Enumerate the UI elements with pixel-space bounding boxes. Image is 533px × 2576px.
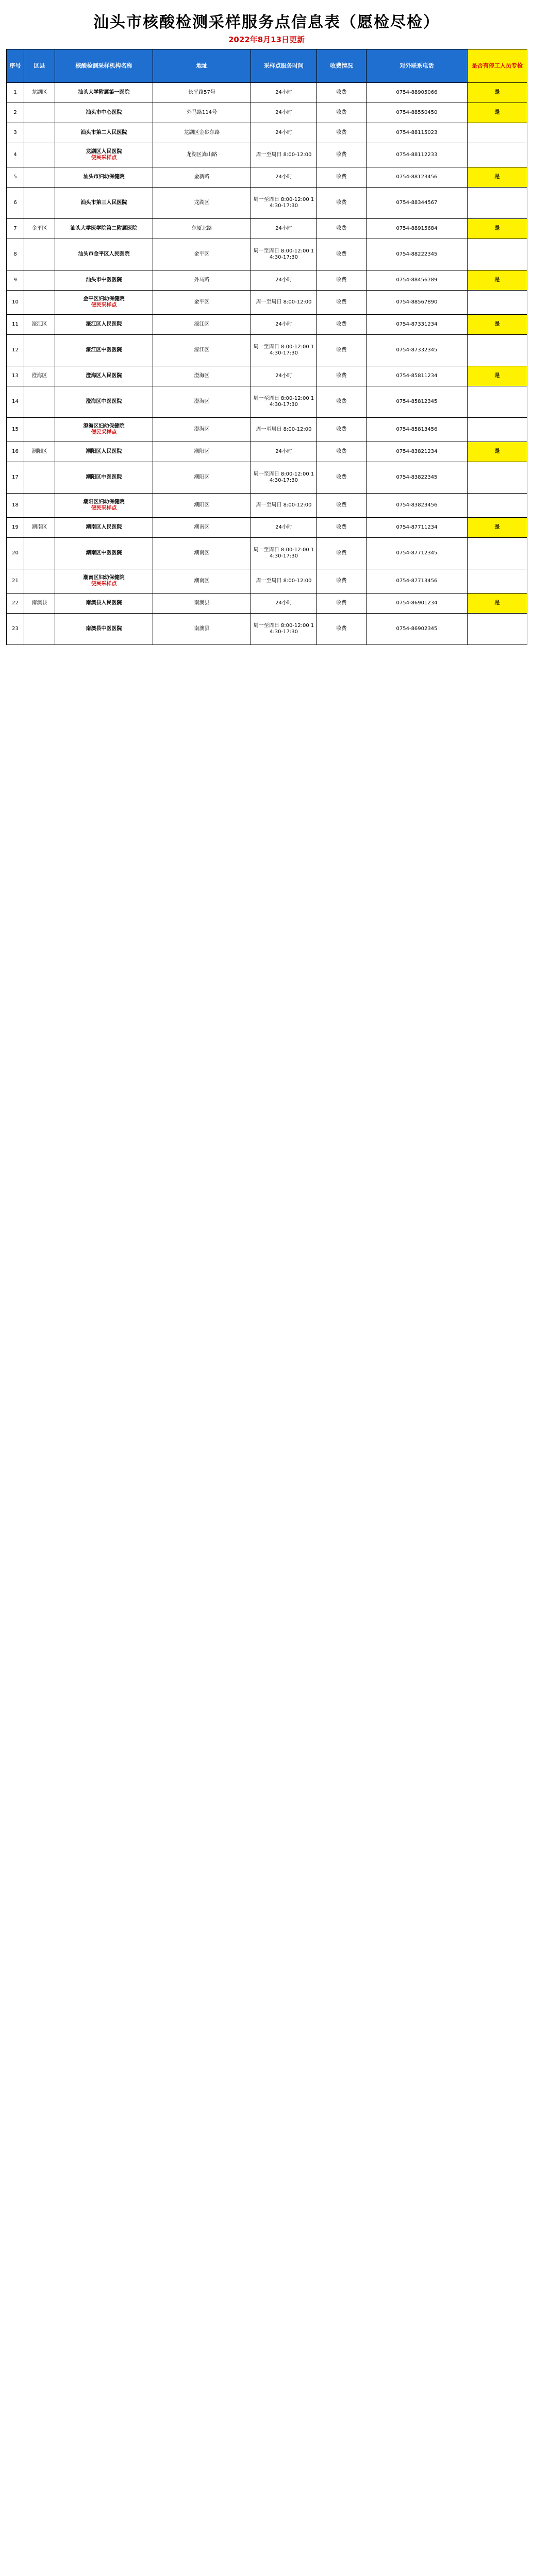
cell-phone: 0754-87331234 — [367, 315, 468, 335]
cell-hours: 24小时 — [251, 167, 317, 188]
cell-no: 23 — [7, 614, 24, 645]
cell-no: 16 — [7, 442, 24, 462]
site-note: 便民采样点 — [91, 430, 117, 435]
cell-name — [55, 518, 153, 538]
cell-fee: 收费 — [317, 239, 367, 270]
site-name: 汕头市第三人民医院 — [80, 200, 127, 206]
table-row — [7, 123, 527, 143]
header-fee: 收费情况 — [317, 49, 367, 83]
cell-district: 潮阳区 — [24, 442, 55, 462]
header-name: 核酸检测采样机构名称 — [55, 49, 153, 83]
table-row — [7, 418, 527, 442]
cell-address: 濠江区 — [153, 335, 251, 366]
cell-address: 金新路 — [153, 167, 251, 188]
cell-availability — [468, 239, 527, 270]
site-name: 南澳县中医医院 — [86, 626, 122, 632]
cell-district — [24, 123, 55, 143]
cell-district: 潮南区 — [24, 518, 55, 538]
cell-district — [24, 462, 55, 494]
cell-no: 18 — [7, 494, 24, 518]
header-hours: 采样点服务时间 — [251, 49, 317, 83]
cell-hours: 周一至周日 8:00-12:00 14:30-17:30 — [251, 188, 317, 219]
cell-fee: 收费 — [317, 538, 367, 569]
cell-fee: 收费 — [317, 462, 367, 494]
table-row — [7, 366, 527, 386]
cell-district — [24, 418, 55, 442]
cell-fee: 收费 — [317, 442, 367, 462]
cell-availability: 是 — [468, 167, 527, 188]
cell-address: 外马路114号 — [153, 103, 251, 123]
cell-name — [55, 103, 153, 123]
cell-district — [24, 335, 55, 366]
cell-name — [55, 315, 153, 335]
cell-district — [24, 239, 55, 270]
table-row — [7, 614, 527, 645]
cell-availability: 是 — [468, 103, 527, 123]
cell-address: 澄海区 — [153, 386, 251, 418]
cell-address: 龙湖区嵩山路 — [153, 143, 251, 167]
site-name: 汕头大学附属第一医院 — [78, 90, 130, 95]
cell-no: 7 — [7, 219, 24, 239]
cell-availability — [468, 494, 527, 518]
cell-availability: 是 — [468, 83, 527, 103]
cell-address: 潮南区 — [153, 569, 251, 594]
cell-fee: 收费 — [317, 83, 367, 103]
cell-no: 2 — [7, 103, 24, 123]
cell-no: 3 — [7, 123, 24, 143]
cell-no: 12 — [7, 335, 24, 366]
cell-name — [55, 335, 153, 366]
cell-availability: 是 — [468, 219, 527, 239]
table-row — [7, 167, 527, 188]
cell-fee: 收费 — [317, 188, 367, 219]
site-name: 潮阳区人民医院 — [86, 449, 122, 454]
cell-name — [55, 386, 153, 418]
cell-phone: 0754-88567890 — [367, 291, 468, 315]
cell-fee: 收费 — [317, 335, 367, 366]
cell-availability — [468, 291, 527, 315]
cell-name — [55, 291, 153, 315]
cell-hours: 24小时 — [251, 83, 317, 103]
cell-phone: 0754-88905066 — [367, 83, 468, 103]
cell-hours: 24小时 — [251, 518, 317, 538]
cell-district — [24, 538, 55, 569]
cell-fee: 收费 — [317, 386, 367, 418]
cell-no: 5 — [7, 167, 24, 188]
table-row — [7, 143, 527, 167]
cell-district — [24, 143, 55, 167]
cell-fee: 收费 — [317, 366, 367, 386]
site-name: 濠江区中医医院 — [86, 347, 122, 353]
cell-address: 外马路 — [153, 270, 251, 291]
table-row — [7, 103, 527, 123]
cell-availability — [468, 569, 527, 594]
cell-no: 15 — [7, 418, 24, 442]
site-note: 便民采样点 — [91, 155, 117, 161]
cell-no: 10 — [7, 291, 24, 315]
sampling-sites-table — [6, 49, 527, 645]
cell-district — [24, 614, 55, 645]
cell-fee: 收费 — [317, 143, 367, 167]
site-name: 潮南区中医医院 — [86, 550, 122, 556]
site-name: 汕头市妇幼保健院 — [83, 174, 125, 180]
site-name: 澄海区人民医院 — [86, 373, 122, 379]
cell-address: 潮南区 — [153, 538, 251, 569]
cell-phone: 0754-87711234 — [367, 518, 468, 538]
cell-district: 濠江区 — [24, 315, 55, 335]
cell-fee: 收费 — [317, 103, 367, 123]
cell-district — [24, 103, 55, 123]
cell-hours: 24小时 — [251, 219, 317, 239]
cell-hours: 周一至周日 8:00-12:00 14:30-17:30 — [251, 386, 317, 418]
cell-name — [55, 167, 153, 188]
cell-phone: 0754-86902345 — [367, 614, 468, 645]
cell-name — [55, 462, 153, 494]
cell-phone: 0754-88115023 — [367, 123, 468, 143]
site-note: 便民采样点 — [91, 581, 117, 587]
cell-availability — [468, 335, 527, 366]
page — [0, 0, 533, 645]
cell-availability — [468, 538, 527, 569]
cell-name — [55, 538, 153, 569]
cell-availability — [468, 143, 527, 167]
cell-availability — [468, 418, 527, 442]
header-availability: 是否有停工人员专检 — [468, 49, 527, 83]
cell-no: 19 — [7, 518, 24, 538]
site-name: 汕头市中医医院 — [86, 277, 122, 283]
site-name: 潮南区妇幼保健院 — [83, 575, 125, 581]
cell-phone: 0754-85811234 — [367, 366, 468, 386]
cell-availability: 是 — [468, 315, 527, 335]
cell-no: 8 — [7, 239, 24, 270]
header-address: 地址 — [153, 49, 251, 83]
cell-address: 潮阳区 — [153, 442, 251, 462]
cell-availability — [468, 123, 527, 143]
cell-hours: 24小时 — [251, 594, 317, 614]
cell-fee: 收费 — [317, 315, 367, 335]
cell-name — [55, 270, 153, 291]
page-title: 汕头市核酸检测采样服务点信息表（愿检尽检） — [93, 13, 440, 31]
cell-phone: 0754-87713456 — [367, 569, 468, 594]
site-note: 便民采样点 — [91, 302, 117, 308]
table-row — [7, 442, 527, 462]
cell-hours: 24小时 — [251, 442, 317, 462]
cell-name — [55, 366, 153, 386]
cell-availability: 是 — [468, 518, 527, 538]
table-header-row — [7, 49, 527, 83]
cell-phone: 0754-88344567 — [367, 188, 468, 219]
cell-district: 澄海区 — [24, 366, 55, 386]
cell-no: 11 — [7, 315, 24, 335]
cell-no: 13 — [7, 366, 24, 386]
cell-name — [55, 418, 153, 442]
cell-phone: 0754-85813456 — [367, 418, 468, 442]
cell-hours: 周一至周日 8:00-12:00 — [251, 494, 317, 518]
table-row — [7, 188, 527, 219]
cell-district — [24, 291, 55, 315]
cell-name — [55, 188, 153, 219]
cell-address: 东厦北路 — [153, 219, 251, 239]
header-district: 区县 — [24, 49, 55, 83]
cell-district — [24, 188, 55, 219]
cell-address: 濠江区 — [153, 315, 251, 335]
cell-name — [55, 219, 153, 239]
header-no: 序号 — [7, 49, 24, 83]
cell-fee: 收费 — [317, 270, 367, 291]
table-row — [7, 462, 527, 494]
cell-hours: 周一至周日 8:00-12:00 14:30-17:30 — [251, 239, 317, 270]
cell-no: 4 — [7, 143, 24, 167]
cell-availability: 是 — [468, 442, 527, 462]
cell-no: 9 — [7, 270, 24, 291]
header-phone: 对外联系电话 — [367, 49, 468, 83]
site-name: 澄海区中医医院 — [86, 399, 122, 404]
cell-hours: 周一至周日 8:00-12:00 14:30-17:30 — [251, 462, 317, 494]
cell-district — [24, 386, 55, 418]
cell-address: 澄海区 — [153, 366, 251, 386]
table-row — [7, 270, 527, 291]
cell-district — [24, 167, 55, 188]
cell-address: 潮阳区 — [153, 494, 251, 518]
cell-name — [55, 594, 153, 614]
table-body — [7, 83, 527, 645]
cell-phone: 0754-83823456 — [367, 494, 468, 518]
cell-no: 21 — [7, 569, 24, 594]
cell-phone: 0754-88112233 — [367, 143, 468, 167]
cell-address: 潮阳区 — [153, 462, 251, 494]
cell-phone: 0754-83822345 — [367, 462, 468, 494]
cell-phone: 0754-85812345 — [367, 386, 468, 418]
cell-district: 龙湖区 — [24, 83, 55, 103]
cell-hours: 周一至周日 8:00-12:00 14:30-17:30 — [251, 335, 317, 366]
site-name: 澄海区妇幼保健院 — [83, 423, 125, 429]
cell-phone: 0754-87332345 — [367, 335, 468, 366]
cell-hours: 周一至周日 8:00-12:00 — [251, 418, 317, 442]
site-name: 汕头市金平区人民医院 — [78, 251, 130, 257]
cell-fee: 收费 — [317, 518, 367, 538]
cell-address: 南澳县 — [153, 614, 251, 645]
cell-no: 20 — [7, 538, 24, 569]
cell-availability — [468, 386, 527, 418]
cell-fee: 收费 — [317, 418, 367, 442]
table-row — [7, 538, 527, 569]
cell-address: 南澳县 — [153, 594, 251, 614]
cell-hours: 24小时 — [251, 315, 317, 335]
cell-hours: 周一至周日 8:00-12:00 14:30-17:30 — [251, 614, 317, 645]
cell-district: 南澳县 — [24, 594, 55, 614]
cell-fee: 收费 — [317, 291, 367, 315]
cell-phone: 0754-87712345 — [367, 538, 468, 569]
cell-address: 龙湖区 — [153, 188, 251, 219]
cell-no: 14 — [7, 386, 24, 418]
table-row — [7, 569, 527, 594]
cell-availability — [468, 462, 527, 494]
cell-name — [55, 614, 153, 645]
cell-district — [24, 569, 55, 594]
table-row — [7, 494, 527, 518]
site-name: 潮阳区中医医院 — [86, 474, 122, 480]
cell-address: 澄海区 — [153, 418, 251, 442]
table-row — [7, 83, 527, 103]
cell-phone: 0754-86901234 — [367, 594, 468, 614]
cell-address: 金平区 — [153, 239, 251, 270]
cell-no: 6 — [7, 188, 24, 219]
cell-address: 长平路57号 — [153, 83, 251, 103]
table-row — [7, 315, 527, 335]
site-name: 南澳县人民医院 — [86, 600, 122, 606]
cell-hours: 周一至周日 8:00-12:00 — [251, 291, 317, 315]
cell-availability: 是 — [468, 270, 527, 291]
cell-name — [55, 83, 153, 103]
cell-phone: 0754-88550450 — [367, 103, 468, 123]
cell-district — [24, 270, 55, 291]
cell-fee: 收费 — [317, 494, 367, 518]
cell-fee: 收费 — [317, 167, 367, 188]
site-name: 汕头市中心医院 — [86, 110, 122, 115]
site-name: 龙湖区人民医院 — [86, 149, 122, 155]
update-date: 2022年8月13日更新 — [228, 35, 305, 44]
cell-district — [24, 494, 55, 518]
table-row — [7, 291, 527, 315]
table-row — [7, 518, 527, 538]
table-row — [7, 219, 527, 239]
cell-fee: 收费 — [317, 123, 367, 143]
cell-fee: 收费 — [317, 569, 367, 594]
cell-name — [55, 123, 153, 143]
table-row — [7, 335, 527, 366]
cell-availability: 是 — [468, 366, 527, 386]
cell-fee: 收费 — [317, 219, 367, 239]
cell-hours: 24小时 — [251, 366, 317, 386]
cell-hours: 24小时 — [251, 123, 317, 143]
cell-hours: 周一至周日 8:00-12:00 14:30-17:30 — [251, 538, 317, 569]
site-name: 汕头市第二人民医院 — [80, 130, 127, 135]
cell-availability: 是 — [468, 594, 527, 614]
cell-no: 22 — [7, 594, 24, 614]
cell-phone: 0754-88123456 — [367, 167, 468, 188]
cell-no: 1 — [7, 83, 24, 103]
cell-name — [55, 442, 153, 462]
cell-hours: 24小时 — [251, 103, 317, 123]
cell-address: 金平区 — [153, 291, 251, 315]
site-name: 金平区妇幼保健院 — [83, 296, 125, 302]
cell-name — [55, 569, 153, 594]
cell-hours: 周一至周日 8:00-12:00 — [251, 143, 317, 167]
table-row — [7, 594, 527, 614]
cell-name — [55, 143, 153, 167]
site-note: 便民采样点 — [91, 505, 117, 511]
cell-fee: 收费 — [317, 614, 367, 645]
table-row — [7, 386, 527, 418]
cell-phone: 0754-88222345 — [367, 239, 468, 270]
site-name: 潮南区人民医院 — [86, 524, 122, 530]
cell-name — [55, 494, 153, 518]
cell-availability — [468, 614, 527, 645]
cell-address: 潮南区 — [153, 518, 251, 538]
cell-availability — [468, 188, 527, 219]
table-row — [7, 239, 527, 270]
site-name: 汕头大学医学院第二附属医院 — [70, 226, 138, 231]
cell-phone: 0754-83821234 — [367, 442, 468, 462]
cell-fee: 收费 — [317, 594, 367, 614]
cell-name — [55, 239, 153, 270]
cell-phone: 0754-88915684 — [367, 219, 468, 239]
cell-district: 金平区 — [24, 219, 55, 239]
cell-hours: 周一至周日 8:00-12:00 — [251, 569, 317, 594]
site-name: 潮阳区妇幼保健院 — [83, 499, 125, 505]
cell-phone: 0754-88456789 — [367, 270, 468, 291]
cell-address: 龙湖区金砂东路 — [153, 123, 251, 143]
cell-hours: 24小时 — [251, 270, 317, 291]
site-name: 濠江区人民医院 — [86, 321, 122, 327]
cell-no: 17 — [7, 462, 24, 494]
